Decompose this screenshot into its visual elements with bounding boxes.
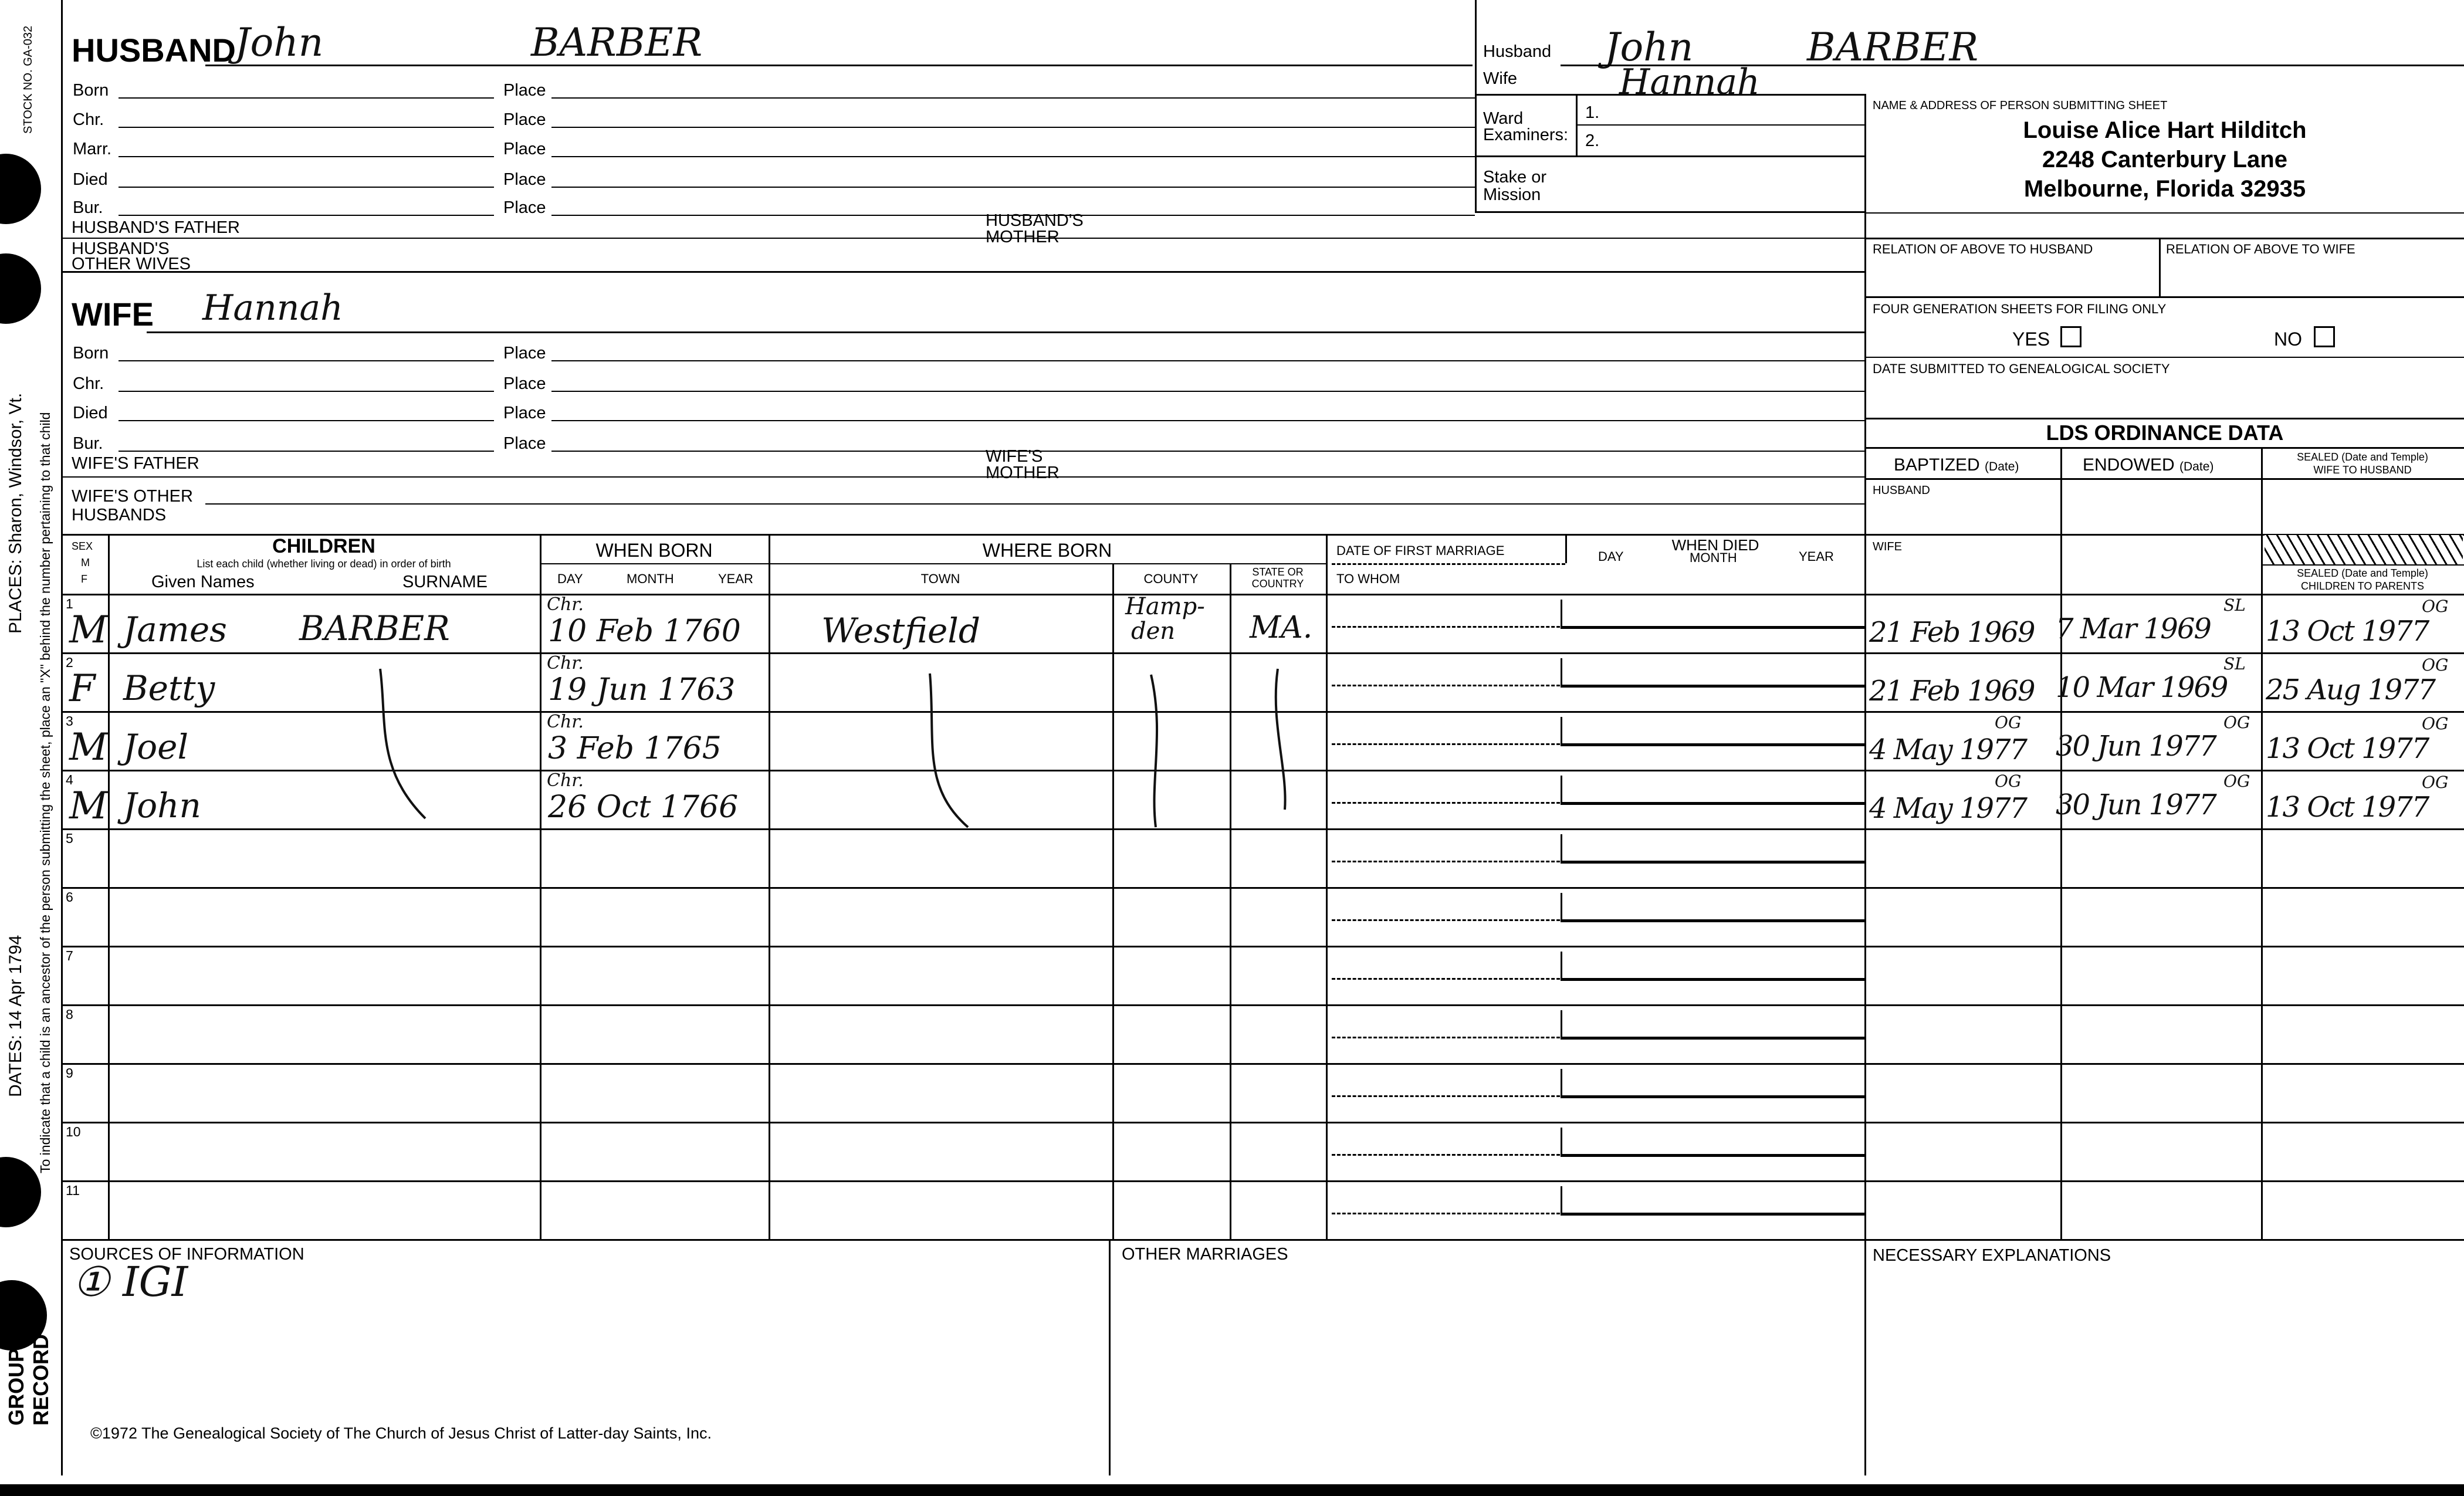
form-title-group: GROUP	[4, 1348, 28, 1426]
child-endowed: 7 Mar 1969	[2056, 612, 2211, 645]
child-birth-date: 3 Feb 1765	[548, 731, 722, 766]
child-sealed-mark: OG	[2422, 655, 2449, 675]
first-marriage-header: DATE OF FIRST MARRIAGE	[1336, 543, 1505, 558]
no-label: NO	[2274, 329, 2302, 350]
dates-note: DATES: 14 Apr 1794	[6, 935, 25, 1097]
relation-husband-label: RELATION OF ABOVE TO HUSBAND	[1873, 242, 2093, 256]
child-state: MA.	[1250, 610, 1313, 645]
husband-heading: HUSBAND	[72, 32, 236, 69]
wife-3-place-label: Place	[503, 434, 546, 453]
bottom-divider	[1109, 1239, 1111, 1475]
top-wife-given: Hannah	[1619, 62, 1760, 103]
baptized-header-text: BAPTIZED	[1894, 455, 1980, 475]
child-birth-date: 19 Jun 1763	[548, 672, 736, 708]
child-number: 2	[66, 655, 73, 670]
other-marriages-label: OTHER MARRIAGES	[1122, 1245, 1288, 1264]
born-day-header: DAY	[557, 571, 583, 586]
when-born-header: WHEN BORN	[595, 540, 713, 561]
died-year-header: YEAR	[1799, 549, 1834, 564]
child-sealed: 13 Oct 1977	[2266, 732, 2429, 765]
husband-mother-label-1: HUSBAND'S	[986, 211, 1084, 230]
wife-mother-label-1: WIFE'S	[986, 447, 1043, 466]
child-sealed: 25 Aug 1977	[2266, 673, 2435, 706]
child-endowed: 30 Jun 1977	[2056, 730, 2216, 763]
sex-f-header: F	[81, 573, 87, 585]
wife-1-label: Chr.	[73, 374, 104, 393]
copyright: ©1972 The Genealogical Society of The Church of Jesus Christ of Latter-day Saints, Inc.	[90, 1424, 712, 1442]
state-header-1: STATE OR	[1252, 566, 1304, 578]
child-sealed-mark: OG	[2422, 597, 2449, 616]
child-number: 11	[66, 1183, 80, 1198]
sealed-header-2: WIFE TO HUSBAND	[2313, 464, 2412, 476]
sealed-children-1: SEALED (Date and Temple)	[2297, 567, 2428, 579]
child-number: 1	[66, 596, 73, 611]
child-number: 10	[66, 1124, 81, 1139]
examiner-1: 1.	[1585, 103, 1600, 122]
husband-1-place-label: Place	[503, 110, 546, 129]
necessary-explanations-label: NECESSARY EXPLANATIONS	[1873, 1246, 2111, 1265]
town-header: TOWN	[920, 571, 960, 586]
wife-mother-label-2: MOTHER	[986, 463, 1060, 482]
husband-3-label: Died	[73, 170, 108, 189]
wife-given-name: Hannah	[202, 287, 343, 329]
husband-father-label: HUSBAND'S FATHER	[72, 218, 240, 237]
lds-wife-label: WIFE	[1873, 540, 1902, 553]
lds-husband-label: HUSBAND	[1873, 484, 1930, 497]
husband-3-place-label: Place	[503, 170, 546, 189]
child-number: 6	[66, 889, 73, 905]
stock-number: STOCK NO. GA-032	[22, 25, 35, 134]
where-born-header: WHERE BORN	[982, 540, 1112, 561]
child-endowed: 30 Jun 1977	[2056, 788, 2216, 821]
husband-1-label: Chr.	[73, 110, 104, 129]
top-wife-label: Wife	[1483, 69, 1517, 88]
sources-label: SOURCES OF INFORMATION	[69, 1245, 304, 1264]
child-surname: BARBER	[299, 608, 450, 648]
baptized-date-suffix: (Date)	[1985, 460, 2019, 473]
husband-2-place-label: Place	[503, 140, 546, 158]
form-title-record: RECORD	[29, 1333, 53, 1426]
child-sealed: 13 Oct 1977	[2266, 615, 2429, 648]
child-sex: M	[69, 784, 108, 828]
wife-other-husbands-2: HUSBANDS	[72, 506, 167, 524]
child-baptized: 4 May 1977	[1869, 792, 2027, 825]
child-baptized-mark: OG	[1995, 713, 2022, 732]
stake-label-1: Stake or	[1483, 168, 1546, 187]
sealed-children-2: CHILDREN TO PARENTS	[2300, 580, 2425, 592]
county-header: COUNTY	[1143, 571, 1199, 586]
child-sealed: 13 Oct 1977	[2266, 791, 2429, 824]
given-names-header: Given Names	[151, 573, 255, 591]
sources-value: ① IGI	[73, 1258, 188, 1306]
husband-surname: BARBER	[531, 20, 703, 65]
died-day-header: DAY	[1598, 549, 1624, 564]
child-baptized-mark: OG	[1995, 771, 2022, 791]
child-sex: M	[69, 726, 108, 769]
top-husband-given: John	[1605, 25, 1694, 70]
wife-heading: WIFE	[72, 296, 154, 333]
child-given-name: Betty	[123, 668, 215, 708]
wife-2-place-label: Place	[503, 404, 546, 422]
child-chr-label: Chr.	[547, 594, 584, 615]
child-baptized: 21 Feb 1969	[1869, 675, 2035, 708]
child-endowed-mark: SL	[2223, 654, 2246, 673]
examiner-2: 2.	[1585, 131, 1600, 150]
wife-0-label: Born	[73, 344, 109, 363]
child-number: 9	[66, 1065, 73, 1081]
child-endowed: 10 Mar 1969	[2056, 671, 2228, 704]
places-note: PLACES: Sharon, Windsor, Vt.	[6, 392, 25, 634]
child-chr-label: Chr.	[547, 653, 584, 673]
endowed-date-suffix: (Date)	[2179, 460, 2214, 473]
child-town: Westfield	[821, 611, 980, 651]
child-baptized: 21 Feb 1969	[1869, 616, 2035, 649]
wife-0-place-label: Place	[503, 344, 546, 363]
submitter-name: Louise Alice Hart Hilditch	[2023, 117, 2307, 143]
bottom-section-top	[61, 1239, 2464, 1241]
child-given-name: Joel	[123, 727, 189, 767]
wife-1-place-label: Place	[503, 374, 546, 393]
stake-label-2: Mission	[1483, 185, 1541, 204]
to-whom-header: TO WHOM	[1336, 571, 1400, 586]
submitter-city: Melbourne, Florida 32935	[2023, 176, 2306, 202]
child-birth-date: 10 Feb 1760	[548, 614, 741, 649]
child-sex: F	[69, 667, 96, 710]
child-number: 8	[66, 1007, 73, 1022]
wife-other-husbands-1: WIFE'S OTHER	[72, 487, 193, 506]
born-month-header: MONTH	[627, 571, 674, 586]
child-chr-label: Chr.	[547, 770, 584, 791]
yes-label: YES	[2012, 329, 2050, 350]
husband-mother-label-2: MOTHER	[986, 228, 1060, 246]
surname-header: SURNAME	[402, 573, 488, 591]
child-number: 5	[66, 831, 73, 846]
top-husband-surname: BARBER	[1807, 25, 1979, 70]
wife-2-label: Died	[73, 404, 108, 422]
wife-father-label: WIFE'S FATHER	[72, 454, 199, 473]
child-number: 7	[66, 948, 73, 963]
born-year-header: YEAR	[718, 571, 753, 586]
child-given-name: John	[123, 786, 201, 825]
lds-title: LDS ORDINANCE DATA	[2046, 421, 2284, 445]
died-month-header: MONTH	[1690, 550, 1737, 565]
child-number: 3	[66, 713, 73, 729]
husband-given-name: John	[235, 20, 324, 65]
top-husband-label: Husband	[1483, 42, 1552, 61]
children-header: CHILDREN	[272, 535, 375, 557]
child-sealed-mark: OG	[2422, 773, 2449, 792]
child-endowed-mark: SL	[2223, 595, 2246, 615]
child-county-1: Hamp-	[1125, 593, 1205, 620]
date-submitted-label: DATE SUBMITTED TO GENEALOGICAL SOCIETY	[1873, 361, 2170, 376]
child-sealed-mark: OG	[2422, 714, 2449, 733]
four-gen-label: FOUR GENERATION SHEETS FOR FILING ONLY	[1873, 302, 2167, 316]
endowed-header-text: ENDOWED	[2083, 455, 2175, 475]
child-number: 4	[66, 772, 73, 787]
husband-0-place-label: Place	[503, 81, 546, 100]
child-endowed-mark: OG	[2223, 771, 2250, 791]
relation-wife-label: RELATION OF ABOVE TO WIFE	[2166, 242, 2355, 256]
child-given-name: James	[123, 610, 227, 649]
husband-2-label: Marr.	[73, 140, 112, 158]
sealed-header-1: SEALED (Date and Temple)	[2297, 451, 2428, 463]
ward-label-2: Examiners:	[1483, 126, 1569, 144]
submitter-label: NAME & ADDRESS OF PERSON SUBMITTING SHEET	[1873, 99, 2168, 112]
husband-4-place-label: Place	[503, 198, 546, 217]
children-list-note: List each child (whether living or dead) in order of birth	[197, 558, 451, 570]
husband-0-label: Born	[73, 81, 109, 100]
child-endowed-mark: OG	[2223, 713, 2250, 732]
state-header-2: COUNTRY	[1251, 578, 1304, 590]
husband-4-label: Bur.	[73, 198, 103, 217]
child-county-2: den	[1131, 618, 1176, 645]
submitter-street: 2248 Canterbury Lane	[2042, 147, 2287, 172]
ancestor-instruction: To indicate that a child is an ancestor of the person submitting the sheet, place an "X" behind the number pertaining to that child	[38, 412, 53, 1173]
sex-m-header: M	[81, 557, 90, 568]
husband-other-wives-1: HUSBAND'S	[72, 239, 170, 258]
child-chr-label: Chr.	[547, 712, 584, 732]
child-birth-date: 26 Oct 1766	[548, 790, 739, 825]
sex-header: SEX	[72, 540, 93, 552]
wife-3-label: Bur.	[73, 434, 103, 453]
husband-other-wives-2: OTHER WIVES	[72, 255, 191, 273]
child-baptized: 4 May 1977	[1869, 733, 2027, 766]
child-sex: M	[69, 608, 108, 652]
when-died-header: WHEN DIED	[1671, 536, 1759, 554]
ward-label-1: Ward	[1483, 109, 1524, 128]
